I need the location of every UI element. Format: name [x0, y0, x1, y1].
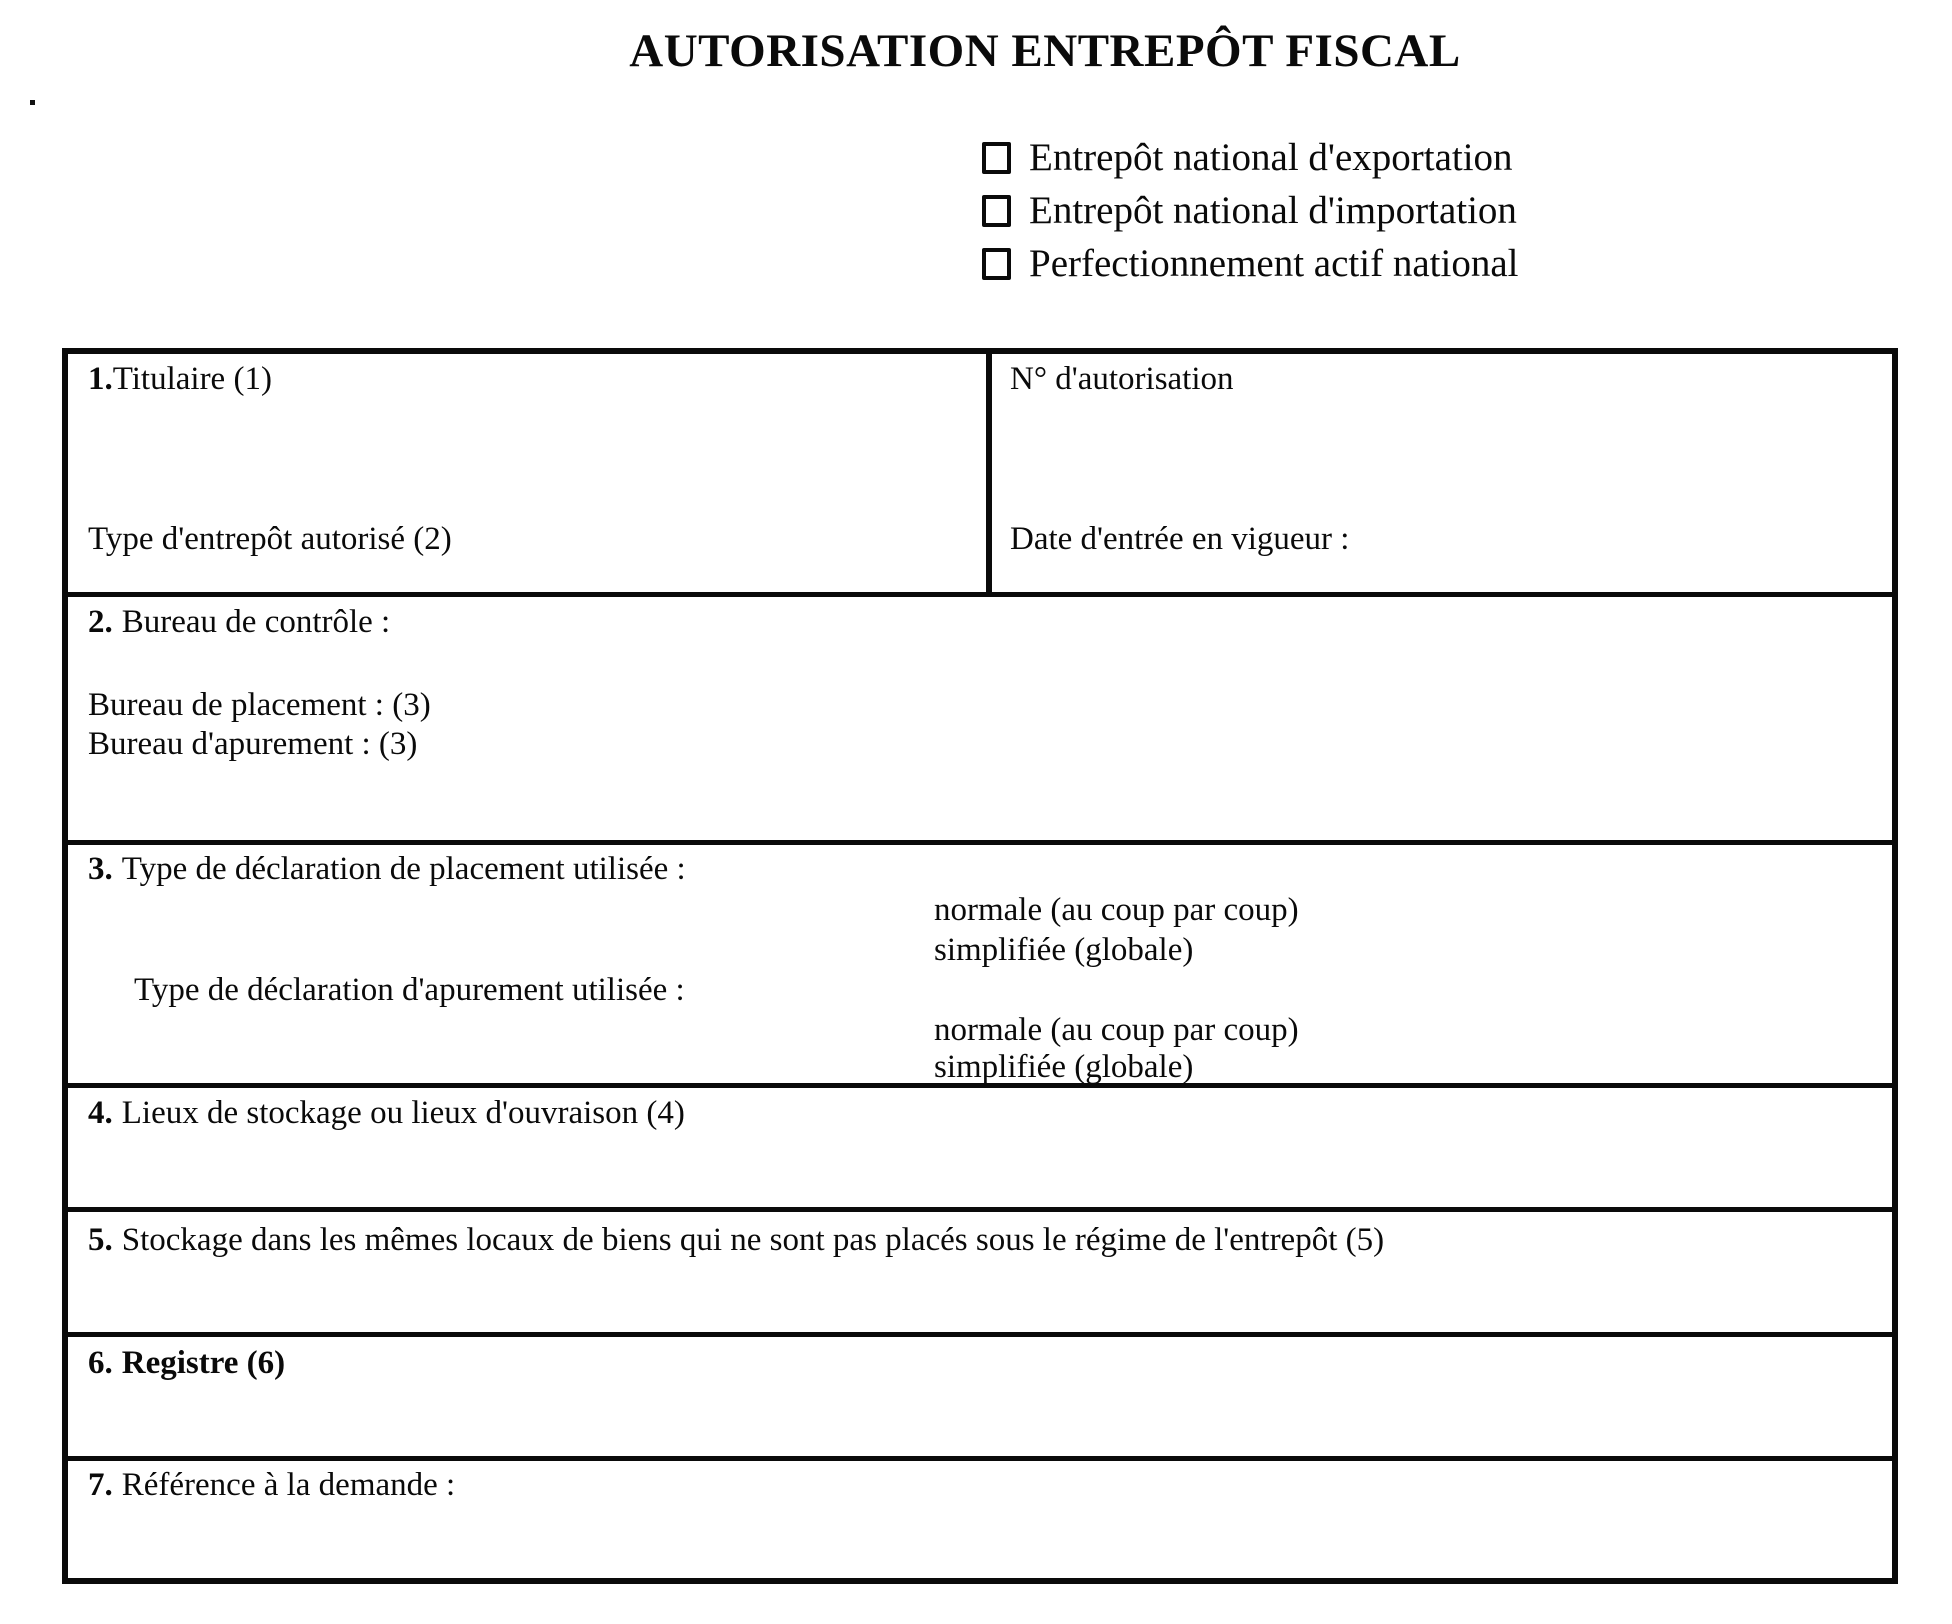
section-4-number: 4. [88, 1095, 113, 1131]
checkbox-perfectionnement-actif[interactable] [982, 248, 1011, 280]
section-7-row [68, 1461, 1892, 1578]
checkbox-entrepot-importation[interactable] [982, 195, 1011, 227]
lieux-stockage-heading: 4. Lieux de stockage ou lieux d'ouvraison (4) [88, 1095, 685, 1131]
scan-artifact-dot [30, 100, 35, 105]
stockage-memes-locaux-heading: 5. Stockage dans les mêmes locaux de biens qui ne sont pas placés sous le régime de l'entrepôt (5) [88, 1222, 1385, 1258]
checkbox-label-entrepot-importation: Entrepôt national d'importation [1029, 189, 1517, 232]
section-5-number: 5. [88, 1222, 113, 1258]
checkbox-row-perfectionnement-actif [982, 242, 1518, 286]
checkbox-label-perfectionnement-actif: Perfectionnement actif national [1029, 242, 1519, 285]
section-6-number: 6. [88, 1345, 113, 1381]
section-1-row [68, 354, 1892, 597]
page-title: AUTORISATION ENTREPÔT FISCAL [629, 25, 1461, 77]
checkbox-row-entrepot-exportation [982, 136, 1518, 180]
bureau-apurement-line: Bureau d'apurement : (3) [88, 726, 418, 762]
authorization-form-table [62, 348, 1898, 1584]
apurement-option-simplifiee: simplifiée (globale) [934, 1049, 1194, 1085]
autorisation-cell [992, 354, 1892, 592]
checkbox-row-entrepot-importation [982, 189, 1518, 233]
type-entrepot-autorise-label: Type d'entrepôt autorisé (2) [88, 521, 452, 557]
reference-demande-heading: 7. Référence à la demande : [88, 1467, 456, 1503]
numero-autorisation-label: N° d'autorisation [1010, 361, 1234, 397]
checkbox-entrepot-exportation[interactable] [982, 142, 1011, 174]
section-6-row [68, 1337, 1892, 1461]
section-7-number: 7. [88, 1467, 113, 1503]
declaration-apurement-label: Type de déclaration d'apurement utilisée : [134, 972, 685, 1008]
bureau-controle-heading: 2. Bureau de contrôle : [88, 604, 391, 640]
warehouse-type-checkbox-group [982, 136, 1518, 295]
bureau-placement-line: Bureau de placement : (3) [88, 687, 431, 723]
declaration-placement-heading: 3. Type de déclaration de placement utilisée : [88, 851, 686, 887]
placement-option-normale: normale (au coup par coup) [934, 892, 1299, 928]
registre-heading: 6. Registre (6) [88, 1345, 286, 1381]
date-entree-vigueur-label: Date d'entrée en vigueur : [1010, 521, 1350, 557]
section-4-row [68, 1088, 1892, 1212]
section-1-number: 1. [88, 361, 113, 397]
section-2-row [68, 597, 1892, 845]
placement-option-simplifiee: simplifiée (globale) [934, 932, 1194, 968]
section-3-number: 3. [88, 851, 113, 887]
section-3-row [68, 845, 1892, 1088]
section-2-number: 2. [88, 604, 113, 640]
titulaire-label: 1.Titulaire (1) [88, 361, 272, 397]
checkbox-label-entrepot-exportation: Entrepôt national d'exportation [1029, 136, 1513, 179]
apurement-option-normale: normale (au coup par coup) [934, 1012, 1299, 1048]
titulaire-cell [68, 354, 992, 592]
section-5-row [68, 1212, 1892, 1337]
